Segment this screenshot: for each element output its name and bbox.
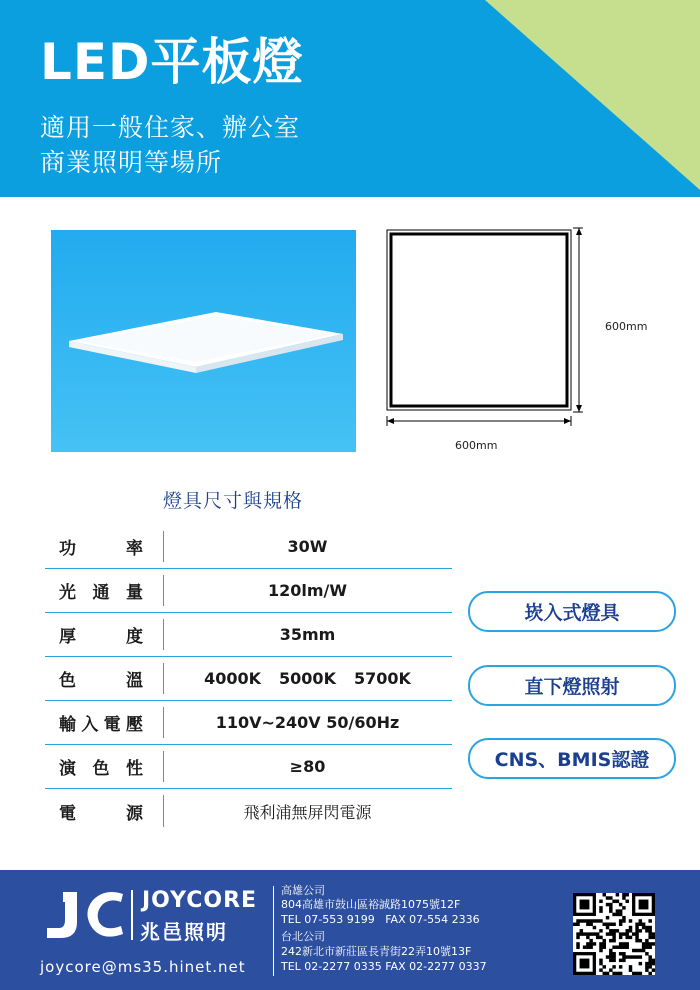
spec-value: 110V~240V 50/60Hz: [215, 713, 400, 732]
spec-value: 35mm: [279, 625, 336, 644]
qr-code[interactable]: [573, 893, 655, 975]
taipei-office-title: 台北公司: [281, 930, 325, 943]
color-temp-option: 5700K: [353, 669, 411, 688]
spec-value: 30W: [287, 537, 328, 556]
kaohsiung-office-title: 高雄公司: [281, 884, 325, 897]
header-banner: [0, 0, 700, 197]
brand-name-zh: 兆邑照明: [140, 920, 228, 944]
spec-value: 120lm/W: [267, 581, 348, 600]
spec-table: [45, 525, 452, 833]
spec-value: 飛利浦無屏閃電源: [243, 802, 372, 822]
feature-badge-direct-lighting: 直下燈照射: [468, 665, 676, 706]
spec-row-color-rendering: [45, 745, 452, 789]
spec-section-title: 燈具尺寸與規格: [163, 490, 304, 512]
divider: [163, 795, 164, 827]
spec-label: 色溫: [59, 671, 143, 691]
taipei-office-phone: TEL 02-2277 0335 FAX 02-2277 0337: [281, 960, 487, 973]
spec-label: 演色性: [59, 759, 143, 779]
divider: [163, 751, 164, 782]
subtitle-line-1: 適用一般住家、辦公室: [40, 113, 301, 142]
spec-row-power-supply: [45, 789, 452, 833]
color-temp-option: 5000K: [279, 669, 336, 688]
spec-value: [163, 669, 452, 688]
kaohsiung-office-phone: TEL 07-553 9199 FAX 07-554 2336: [281, 913, 480, 926]
spec-row-power: [45, 525, 452, 569]
subtitle-line-2: 商業照明等場所: [40, 148, 223, 177]
spec-label: 厚度: [59, 627, 143, 647]
divider: [163, 707, 164, 738]
divider: [163, 619, 164, 650]
joycore-logo-icon: [45, 890, 125, 946]
page-title: LED平板燈: [40, 33, 304, 91]
dimension-drawing: [375, 220, 675, 460]
divider: [163, 531, 164, 562]
panel-outline-diagram: [375, 220, 675, 460]
spec-label: 功率: [59, 539, 143, 559]
corner-decoration: [485, 0, 700, 190]
led-panel-image: [51, 230, 356, 452]
feature-badge-certification: CNS、BMIS認證: [468, 738, 676, 779]
height-dimension-label: 600mm: [605, 320, 648, 333]
spec-row-luminous-flux: [45, 569, 452, 613]
taipei-office-address: 242新北市新莊區長青街22弄10號13F: [281, 945, 472, 958]
spec-label: 光通量: [59, 583, 143, 603]
divider: [163, 663, 164, 694]
spec-label: 電源: [59, 803, 143, 824]
spec-row-input-voltage: [45, 701, 452, 745]
brand-divider: [131, 890, 133, 940]
product-photo: [51, 230, 356, 452]
spec-row-color-temperature: [45, 657, 452, 701]
kaohsiung-office-address: 804高雄市鼓山區裕誠路1075號12F: [281, 898, 461, 911]
spec-value: ≥80: [289, 757, 326, 776]
spec-row-thickness: [45, 613, 452, 657]
brand-name-en: JOYCORE: [142, 888, 258, 913]
qr-code-icon: [573, 893, 655, 975]
footer-divider: [273, 886, 274, 976]
spec-label: 輸入電壓: [59, 715, 143, 735]
contact-email[interactable]: joycore@ms35.hinet.net: [40, 958, 246, 976]
color-temp-option: 4000K: [204, 669, 262, 688]
feature-badge-recessed: 崁入式燈具: [468, 591, 676, 632]
width-dimension-label: 600mm: [455, 439, 498, 452]
divider: [163, 575, 164, 606]
